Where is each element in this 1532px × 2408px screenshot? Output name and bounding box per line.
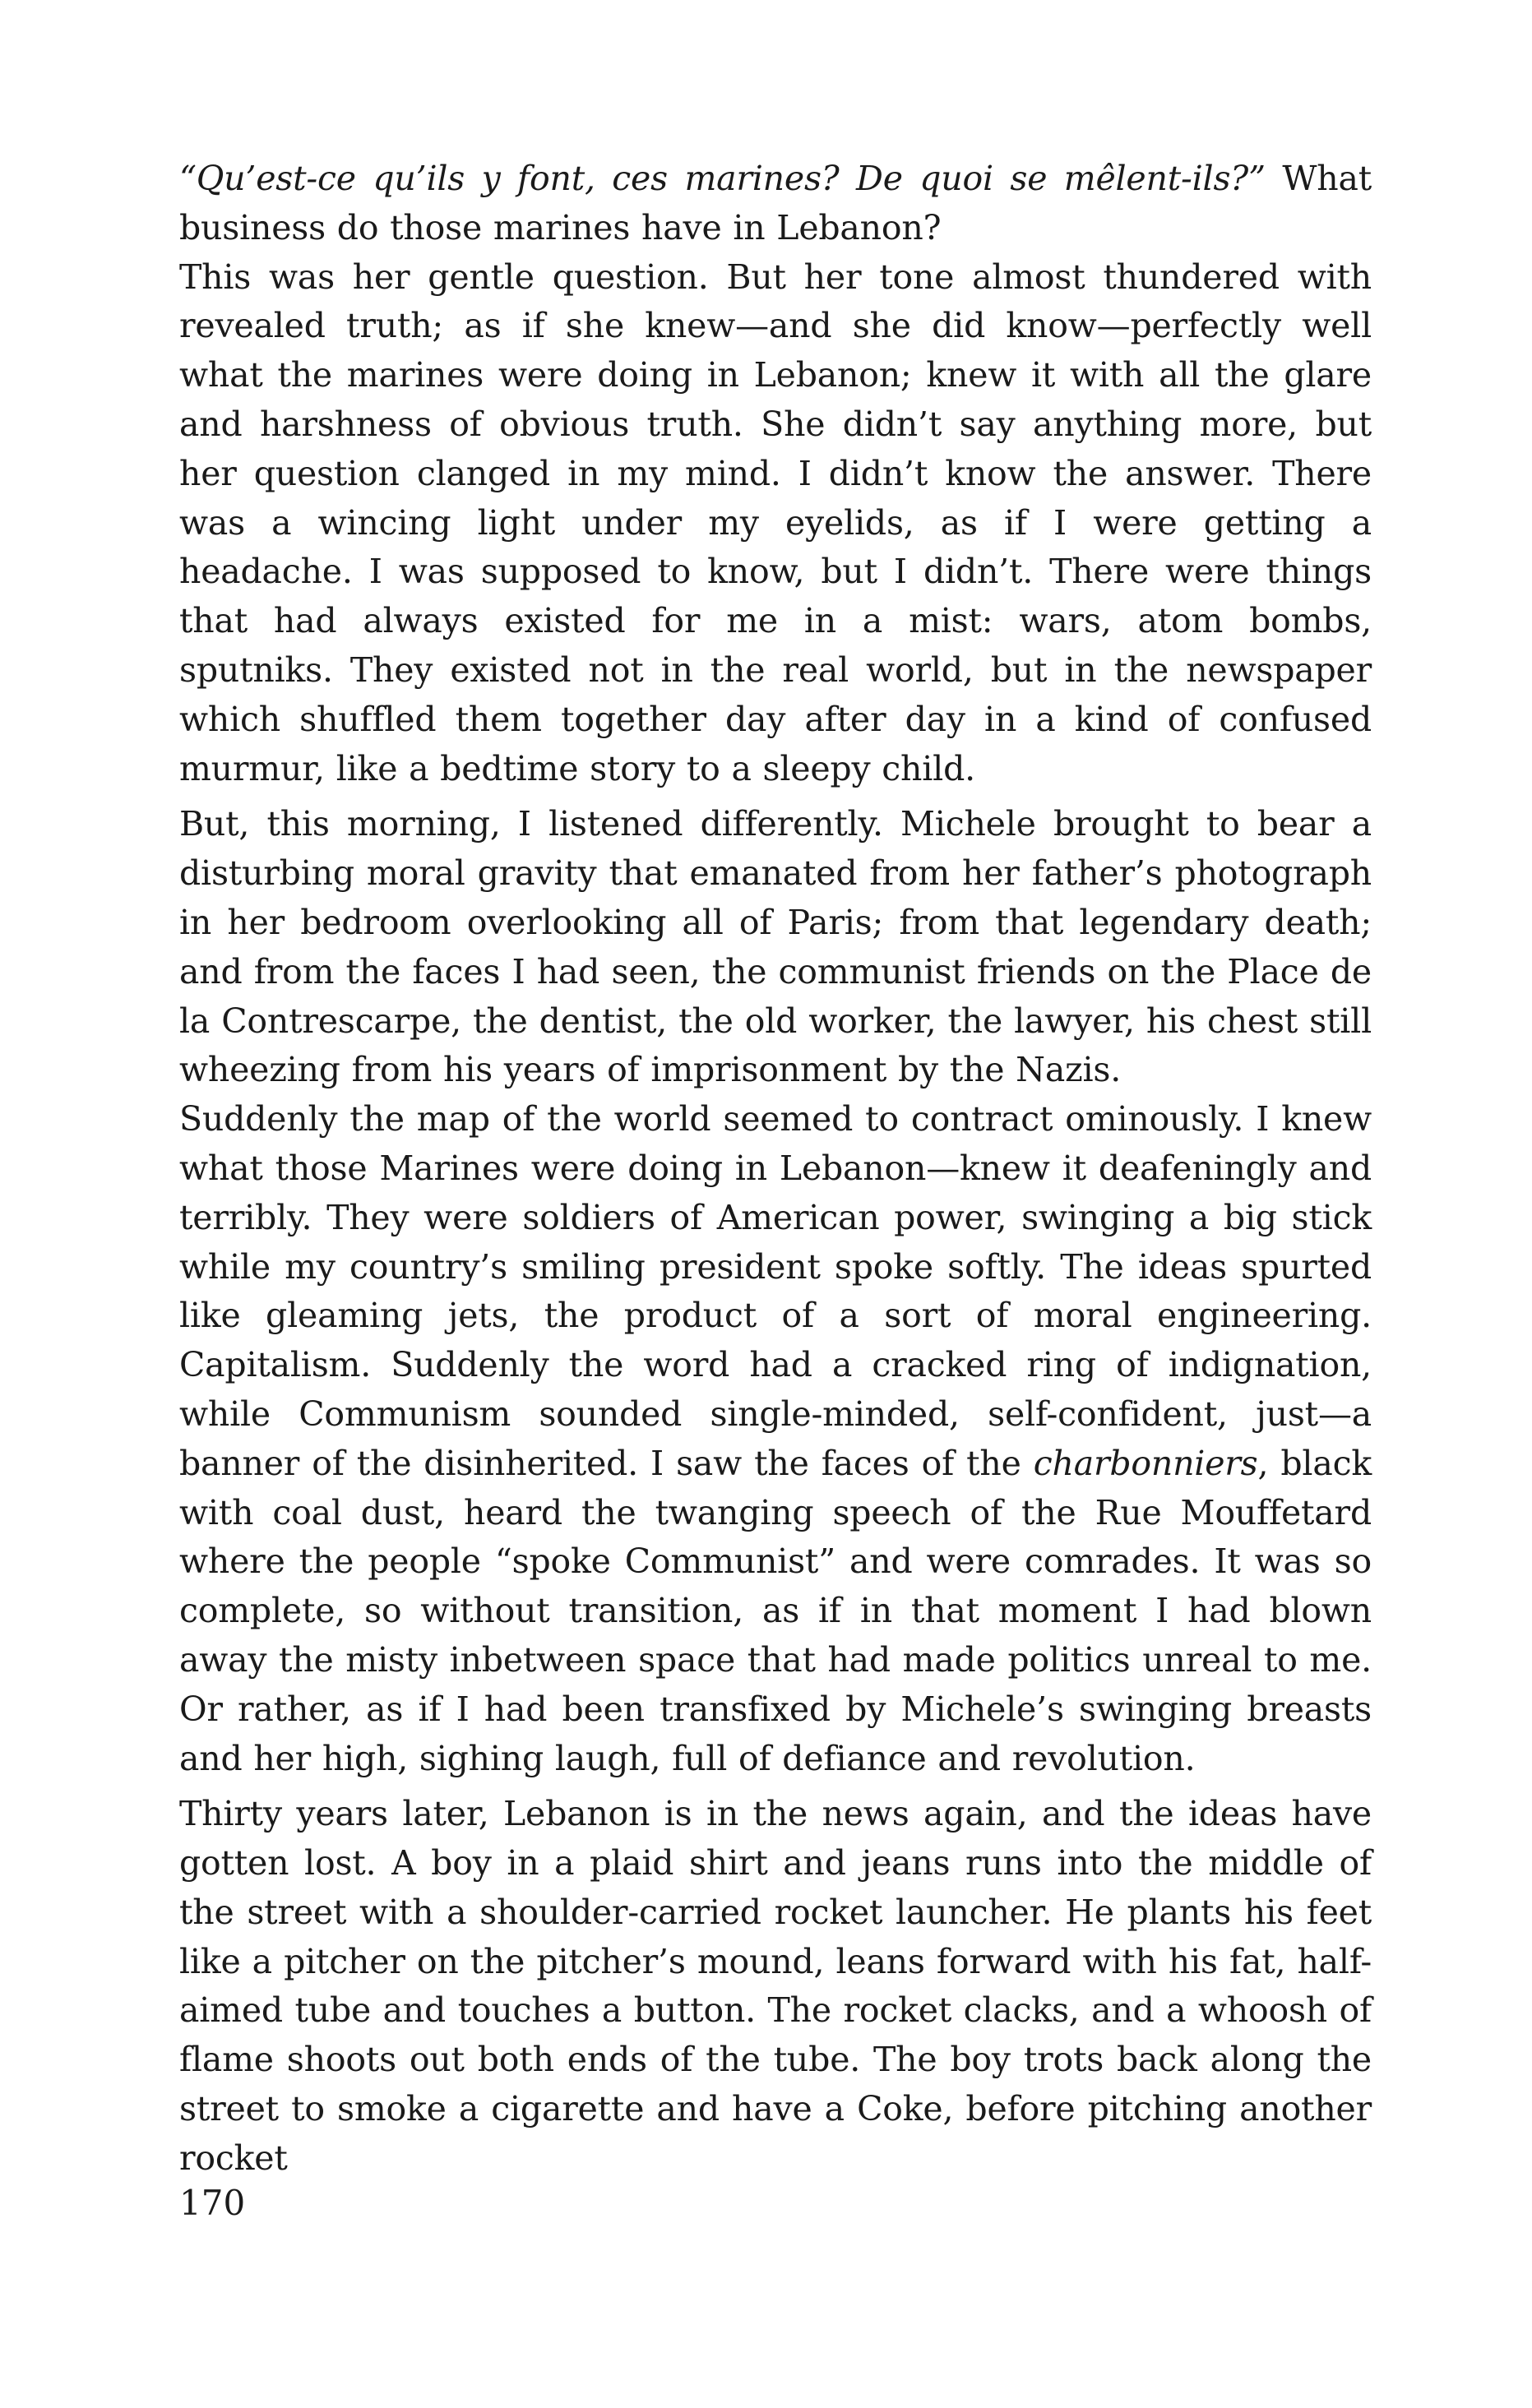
paragraph-5: Thirty years later, Lebanon is in the news again, and the ideas have gotten lost. A boy in a plaid shirt and jeans runs into the middle of the street with a shoulder-carried rocket launcher. He plants his feet like a pitcher on the pitcher’s mound, leans forward with his fat, half-aimed tube and touches a button. The rocket clacks, and a whoosh of flame shoots out both ends of the tube. The boy trots back along the street to smoke a cigarette and have a Coke, before pitching another rocket bbox=[179, 1794, 1372, 2178]
paragraph-1 bbox=[179, 155, 1372, 253]
french-quote: “Qu’est-ce qu’ils y font, ces marines? De quoi se mêlent-ils?” bbox=[179, 159, 1266, 198]
paragraph-4 bbox=[179, 1095, 1372, 1783]
paragraph-4-part-2: , black with coal dust, heard the twanging speech of the Rue Mouffetard where the people “spoke Communist” and were comrades. It was so complete, so without transition, as if in that moment I had blown away the misty inbetween space that had made politics unreal to me. Or rather, as if I had been transfixed by Michele’s swinging breasts and her high, sighing laugh, full of defiance and revolution. bbox=[179, 1443, 1372, 1778]
paragraph-4-part-1: Suddenly the map of the world seemed to contract ominously. I knew what those Marines were doing in Lebanon—knew it deafeningly and terribly. They were soldiers of American power, swinging a big stick while my country’s smiling president spoke softly. The ideas spurted like gleaming jets, the product of a sort of moral engineering. Capitalism. Suddenly the word had a cracked ring of indignation, while Communism sounded single-minded, self-confident, just—a banner of the disinherited. I saw the faces of the bbox=[179, 1099, 1372, 1483]
body-text bbox=[179, 155, 1372, 2184]
charbonniers-word: charbonniers bbox=[1033, 1443, 1258, 1483]
paragraph-1-rest: What business do those marines have in Lebanon? bbox=[179, 159, 1372, 247]
page-number: 170 bbox=[179, 2183, 246, 2223]
paragraph-3: But, this morning, I listened differently. Michele brought to bear a disturbing moral gravity that emanated from her father’s photograph in her bedroom overlooking all of Paris; from that legendary death; and from the faces I had seen, the communist friends on the Place de la Contrescarpe, the dentist, the old worker, the lawyer, his chest still wheezing from his years of imprisonment by the Nazis. bbox=[179, 804, 1372, 1090]
paragraph-2: This was her gentle question. But her tone almost thundered with revealed truth; as if she knew—and she did know—perfectly well what the marines were doing in Lebanon; knew it with all the glare and harshness of obvious truth. She didn’t say anything more, but her question clanged in my mind. I didn’t know the answer. There was a wincing light under my eyelids, as if I were getting a headache. I was supposed to know, but I didn’t. There were things that had always existed for me in a mist: wars, atom bombs, sputniks. They existed not in the real world, but in the newspaper which shuffled them together day after day in a kind of confused murmur, like a bedtime story to a sleepy child. bbox=[179, 257, 1372, 788]
